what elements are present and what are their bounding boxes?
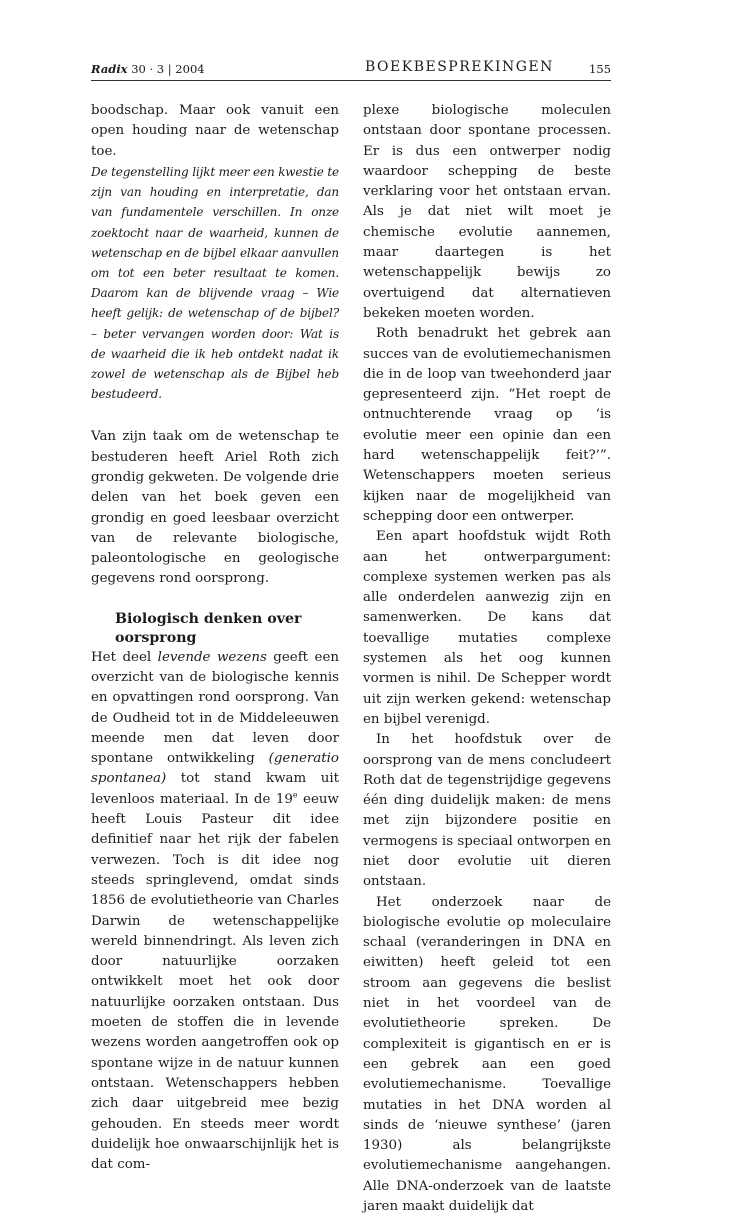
- intro-paragraph: boodschap. Maar ook vanuit een open houding naar de wetenschap toe.: [91, 103, 339, 159]
- paragraph-evolution-mechanisms: Roth benadrukt het gebrek aan succes van de evolutiemechanismen die in de loop van tweehonderd jaar gepresenteerd zijn. “Het roept de ontnuchterende vraag op ‘is evolutie meer een opinie dan een hard wetenschappelijk feit?’”. Wetenschappers moeten serieus kijken naar de mogelijkheid van schepping door een ontwerper.: [363, 326, 611, 524]
- text-run: Het deel: [91, 649, 158, 665]
- section-title: BOEKBESPREKINGEN: [365, 59, 554, 75]
- paragraph-biological-thinking: [91, 648, 339, 1176]
- text-run: eeuw heeft Louis Pasteur dit idee definitief naar het rijk der fabelen verwezen. Toch is dit idee nog steeds springlevend, omdat sinds 1856 de evolutietheorie van Charles Darwin de wetenschappelijke wereld binnendringt. Als leven zich door natuurlijke oorzaken ontwikkelt moet het ook door natuurlijke oorzaken ontstaan. Dus moeten de stoffen die in levende wezens worden aangetroffen ook op spontane wijze in de natuur kunnen ontstaan. Wetenschappers hebben zich daar uitgebreid mee bezig gehouden. En steeds meer wordt duidelijk hoe onwaarschijnlijk het is dat com-: [91, 791, 339, 1173]
- journal-issue: 30 · 3 | 2004: [131, 62, 205, 76]
- paragraph-roth-task: Van zijn taak om de wetenschap te bestuderen heeft Ariel Roth zich grondig gekweten. De volgende drie delen van het boek geven een grondig en goed leesbaar overzicht van de relevante biologische, paleontologische en geologische gegevens rond oorsprong.: [91, 429, 339, 587]
- right-column: [363, 101, 611, 1217]
- page-number: 155: [589, 62, 611, 76]
- section-heading: Biologisch denken over oorsprong: [115, 610, 302, 646]
- italic-run: (generatio spontanea): [91, 751, 339, 787]
- paragraph-origin-of-man: In het hoofdstuk over de oorsprong van de mens concludeert Roth dat de tegenstrijdige gegevens één ding duidelijk maken: de mens met zijn bijzondere positie en vermogens is speciaal ontworpen en niet door evolutie uit dieren ontstaan.: [363, 732, 611, 890]
- journal-name: Radix: [91, 62, 128, 76]
- left-column: [91, 101, 339, 1175]
- text-run: geeft een overzicht van de biologische kennis en opvattingen rond oorsprong. Van de Oudheid tot in de Middeleeuwen meende men dat leven door spontane ontwikkeling: [91, 649, 340, 767]
- italic-run: levende wezens: [157, 649, 267, 665]
- paragraph-continued: plexe biologische moleculen ontstaan door spontane processen. Er is dus een ontwerper nodig waardoor schepping de beste verklaring voor het ontstaan ervan. Als je dat niet wilt moet je chemische evolutie aannemen, maar daartegen is het wetenschappelijk bewijs zo overtuigend dat alternatieven bekeken moeten worden.: [363, 103, 611, 321]
- block-quote: De tegenstelling lijkt meer een kwestie te zijn van houding en interpretatie, dan van fundamentele verschillen. In onze zoektocht naar de waarheid, kunnen de wetenschap en de bijbel elkaar aanvullen om tot een beter resultaat te komen. Daarom kan de blijvende vraag – Wie heeft gelijk: de wetenschap of de bijbel? – beter vervangen worden door: Wat is de waarheid die ik heb ontdekt nadat ik zowel de wetenschap als de Bijbel heb bestudeerd.: [91, 164, 339, 402]
- header-journal-info: [91, 62, 205, 76]
- paragraph-molecular-evolution: Het onderzoek naar de biologische evolutie op moleculaire schaal (veranderingen in DNA en eiwitten) heeft geleid tot een stroom aan gegevens die beslist niet in het voordeel van de evolutietheorie spreken. De complexiteit is gigantisch en er is een gebrek aan een goed evolutiemechanisme. Toevallige mutaties in het DNA worden al sinds de ‘nieuwe synthese’ (jaren 1930) als belangrijkste evolutiemechanisme aangehangen. Alle DNA-onderzoek van de laatste jaren maakt duidelijk dat: [363, 894, 611, 1215]
- paragraph-design-argument: Een apart hoofdstuk wijdt Roth aan het ontwerpargument: complexe systemen werken pas als alle onderdelen aanwezig zijn en samenwerken. De kans dat toevallige mutaties complexe systemen als het oog kunnen vormen is nihil. De Schepper wordt uit zijn werken gekend: wetenschap en bijbel verenigd.: [363, 529, 611, 727]
- running-header: [91, 58, 611, 81]
- text-run: tot stand kwam uit levenloos materiaal. In de 19: [91, 771, 339, 807]
- spacer: [91, 404, 339, 427]
- superscript: e: [292, 790, 298, 800]
